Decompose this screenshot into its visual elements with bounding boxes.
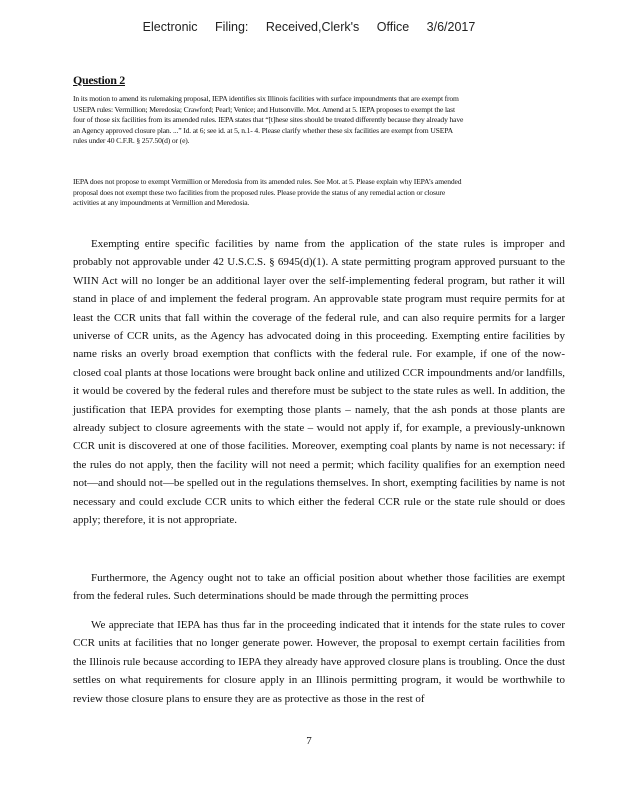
filing-header [0,20,618,34]
header-electronic: Electronic [142,20,198,34]
paragraph-2-text: Furthermore, the Agency ought not to take an official position about whether those facilities are exempt from the federal rules. Such determinations should be made through the permitting proces [73,572,565,603]
header-date: 3/6/2017 [426,20,476,34]
header-office: Office [376,20,410,34]
body-paragraph-3 [73,616,565,708]
question-excerpt-2 [73,177,468,209]
excerpt-1-text: In its motion to amend its rulemaking proposal, IEPA identifies six Illinois facilities with surface impoundments that are exempt from USEPA rules: Vermillion; Meredosia; Crawford; Pearl; Venice; and Hutsonville. Mot. Amend at 5. IEPA proposes to exempt the last four of those six facilities from its amended rules. IEPA states that “[t]hese sites should be treated differently because they already have an Agency approved closure plan. ...” Id. at 6; see id. at 5, n.1- 4. Please clarify whether these six facilities are exempt from USEPA rules under 40 C.F.R. § 257.50(d) or (e). [73,94,464,146]
question-excerpt-1 [73,94,468,147]
body-paragraph-2 [73,569,565,606]
body-paragraph-1 [73,235,565,530]
excerpt-2-text: IEPA does not propose to exempt Vermillion or Meredosia from its amended rules. See Mot. at 5. Please explain why IEPA’s amended proposal does not exempt these two facilities from the proposed rules. Please provide the status of any remedial action or closure activities at any impoundments at Vermillion and Meredosia. [73,177,462,208]
header-filing: Filing: [215,20,249,34]
question-heading: Question 2 [73,73,126,87]
paragraph-3-text: We appreciate that IEPA has thus far in the proceeding indicated that it intends for the state rules to cover CCR units at facilities that no longer generate power. However, the proposal to exempt certain facilities from the Illinois rule because according to IEPA they already have approved closure plans is troubling. Once the dust settles on what requirements for closure apply in an Illinois permitting program, it would be worthwhile to review those closure plans to ensure they are as protective as those in the rest of [73,619,565,705]
paragraph-1-text: Exempting entire specific facilities by name from the application of the state rules is improper and probably not approvable under 42 U.S.C.S. § 6945(d)(1). A state permitting program approved pursuant to the WIIN Act will no longer be an additional layer over the self-implementing federal program, but rather it will stand in place of and implement the federal program. An approvable state program must require permits for at least the CCR units that fall within the coverage of the federal rule, and can also require permits for a larger universe of CCR units, as the Agency has advocated doing in this proceeding. Exempting entire facilities by name risks an overly broad exemption that conflicts with the federal rule. For example, if one of the now-closed coal plants at those locations were brought back online and utilized CCR impoundments and/or landfills, it would be covered by the federal rules and therefore must be subject to the state rules as well. In addition, the justification that IEPA provides for exempting those plants – namely, that the ash ponds at those plants are already subject to closure agreements with the state – would not apply if, for example, a previously-unknown CCR unit is discovered at one of those facilities. Moreover, exempting coal plants by name is not necessary: if the rules do not apply, then the facility will not need a permit; which facility qualifies for an exemption need not—and should not—be spelled out in the regulations themselves. In short, exempting facilities by name is not necessary and could exclude CCR units to which either the federal CCR rule or the state rule should or does apply; therefore, it is not appropriate. [73,238,565,527]
header-received: Received,Clerk's [265,20,360,34]
page-number: 7 [306,735,312,747]
